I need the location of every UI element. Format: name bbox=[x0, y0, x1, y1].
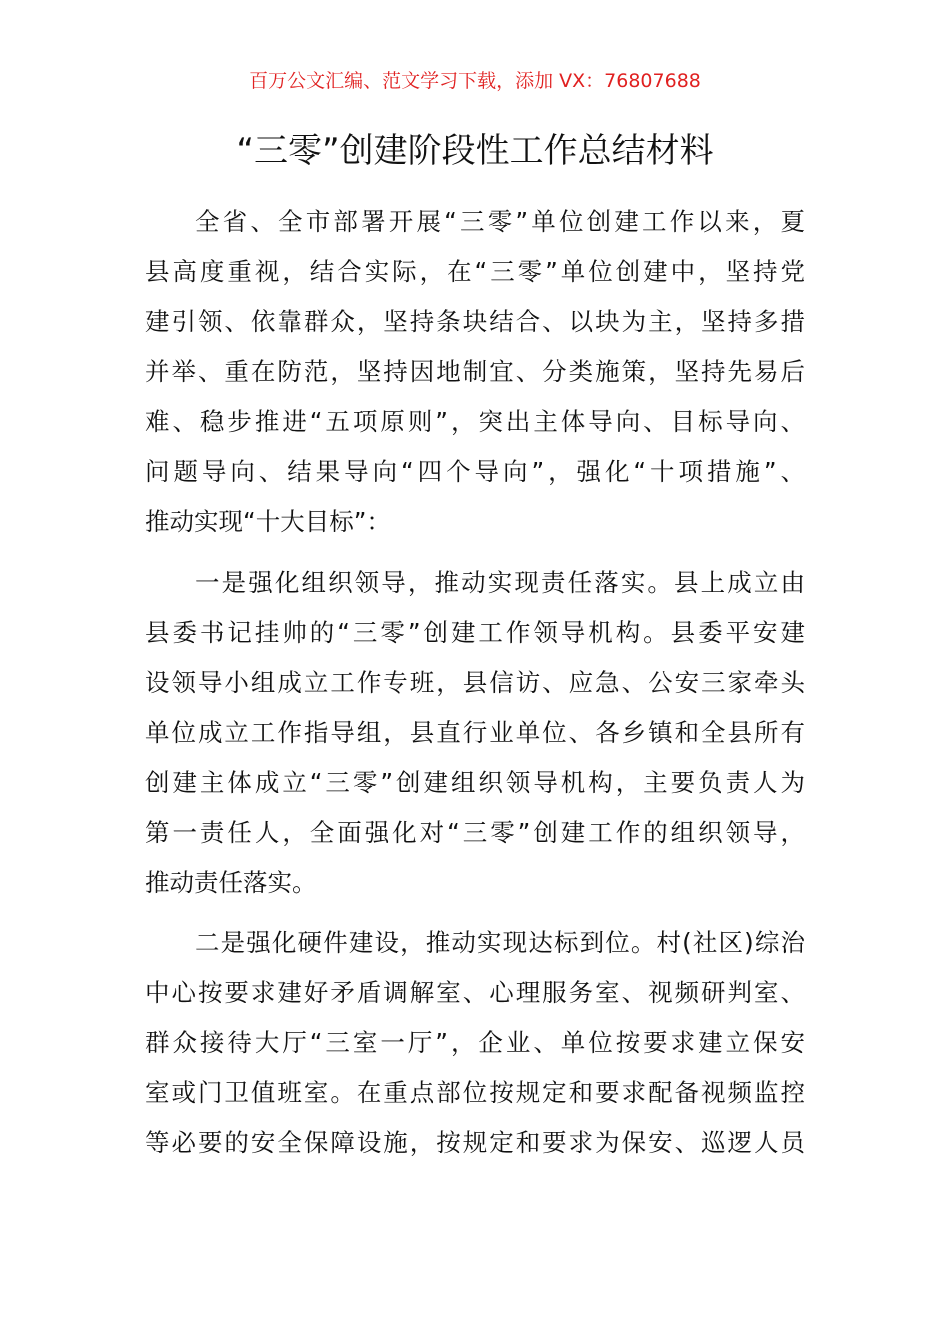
text-line: 难、稳步推进“五项原则”，突出主体导向、目标导向、 bbox=[145, 407, 805, 436]
text-line: 群众接待大厅“三室一厅”，企业、单位按要求建立保安 bbox=[145, 1028, 805, 1057]
text-line: 第一责任人，全面强化对“三零”创建工作的组织领导， bbox=[145, 818, 805, 847]
text-line: 单位成立工作指导组，县直行业单位、各乡镇和全县所有 bbox=[145, 718, 805, 747]
paragraph-hardware bbox=[145, 918, 805, 1168]
text-line: 建引领、依靠群众，坚持条块结合、以块为主，坚持多措 bbox=[145, 307, 805, 336]
text-line: 设领导小组成立工作专班，县信访、应急、公安三家牵头 bbox=[145, 668, 805, 697]
text-line: 二是强化硬件建设，推动实现达标到位。村(社区)综治 bbox=[195, 928, 805, 957]
document-title: “三零”创建阶段性工作总结材料 bbox=[236, 131, 714, 171]
text-line: 推动实现“十大目标”： bbox=[145, 507, 391, 536]
text-line: 并举、重在防范，坚持因地制宜、分类施策，坚持先易后 bbox=[145, 357, 805, 386]
text-line: 推动责任落实。 bbox=[145, 868, 317, 897]
text-line: 问题导向、结果导向“四个导向”，强化“十项措施”、 bbox=[145, 457, 805, 486]
text-line: 全省、全市部署开展“三零”单位创建工作以来，夏 bbox=[195, 207, 805, 236]
text-line: 等必要的安全保障设施，按规定和要求为保安、巡逻人员 bbox=[145, 1128, 805, 1157]
text-line: 中心按要求建好矛盾调解室、心理服务室、视频研判室、 bbox=[145, 978, 805, 1007]
text-line: 室或门卫值班室。在重点部位按规定和要求配备视频监控 bbox=[145, 1078, 805, 1107]
text-line: 一是强化组织领导，推动实现责任落实。县上成立由 bbox=[195, 568, 805, 597]
paragraph-organization bbox=[145, 558, 805, 908]
text-line: 创建主体成立“三零”创建组织领导机构，主要负责人为 bbox=[145, 768, 805, 797]
download-banner: 百万公文汇编、范文学习下载，添加 VX：76807688 bbox=[249, 70, 701, 92]
paragraph-intro bbox=[145, 197, 805, 547]
text-line: 县高度重视，结合实际，在“三零”单位创建中，坚持党 bbox=[145, 257, 805, 286]
text-line: 县委书记挂帅的“三零”创建工作领导机构。县委平安建 bbox=[145, 618, 805, 647]
